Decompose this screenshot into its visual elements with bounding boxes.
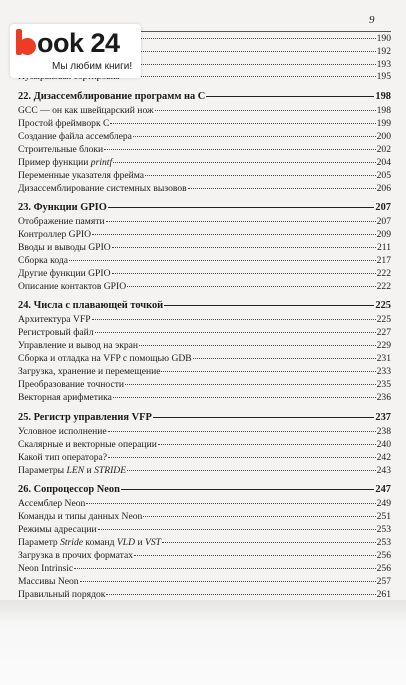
toc-title: 24. Числа с плавающей точкой	[18, 300, 164, 311]
toc-title: Векторная арифметика	[18, 392, 112, 403]
toc-page-number: 207	[376, 216, 391, 227]
toc-page-number: 251	[376, 511, 391, 522]
toc-entry	[18, 563, 391, 575]
toc-page-number: 204	[376, 157, 391, 168]
toc-leader	[145, 174, 376, 176]
toc-page-number: 209	[376, 229, 391, 240]
toc-leader	[108, 206, 375, 208]
toc-page-number: 237	[375, 412, 391, 423]
toc-leader	[121, 488, 375, 490]
toc-leader	[92, 233, 376, 235]
toc-chapter	[18, 484, 391, 496]
toc-page-number: 236	[376, 392, 391, 403]
toc-leader	[127, 285, 375, 287]
toc-leader	[110, 122, 375, 124]
page-shadow-area	[0, 600, 406, 685]
toc-page-number: 242	[376, 452, 391, 463]
toc-leader	[106, 220, 376, 222]
toc-title: 23. Функции GPIO	[18, 202, 107, 213]
toc-title: Архитектура VFP	[18, 314, 91, 325]
toc-page-number: 222	[376, 281, 391, 292]
toc-leader	[139, 344, 376, 346]
toc-page-number: 217	[376, 255, 391, 266]
toc-page-number: 193	[376, 59, 391, 70]
toc-page-number: 205	[376, 170, 391, 181]
toc-entry	[18, 229, 391, 241]
book24-logo[interactable]	[10, 24, 141, 78]
toc-leader	[158, 443, 376, 445]
toc-entry	[18, 281, 391, 293]
toc-title: Управление и вывод на экран	[18, 340, 139, 351]
toc-leader	[92, 318, 376, 320]
toc-title: Neon Intrinsic	[18, 563, 74, 574]
toc-leader	[108, 430, 376, 432]
toc-leader	[86, 502, 375, 504]
toc-page-number: 253	[376, 537, 391, 548]
toc-title: Преобразование точности	[18, 379, 125, 390]
toc-title: Загрузка, хранение и перемещение	[18, 366, 161, 377]
toc-page-number: 206	[376, 183, 391, 194]
toc-leader	[112, 246, 376, 248]
toc-entry	[18, 465, 391, 477]
toc-entry	[18, 255, 391, 267]
toc-page-number: 198	[375, 91, 391, 102]
toc-leader	[134, 554, 376, 556]
toc-title: Массивы Neon	[18, 576, 79, 587]
toc-title: Условное исполнение	[18, 426, 107, 437]
toc-title: Команды и типы данных Neon	[18, 511, 143, 522]
toc-title: Простой фреймворк С	[18, 118, 110, 129]
toc-entry	[18, 242, 391, 254]
logo-b-icon	[16, 29, 36, 55]
toc-title: Отображение памяти	[18, 216, 105, 227]
toc-title: 25. Регистр управления VFP	[18, 412, 152, 423]
toc-chapter	[18, 412, 391, 424]
toc-leader	[113, 161, 375, 163]
toc-leader	[69, 259, 376, 261]
toc-entry	[18, 216, 391, 228]
logo-tagline: Мы любим книги!	[52, 61, 133, 72]
toc-leader	[104, 148, 375, 150]
toc-page-number: 190	[376, 33, 391, 44]
toc-leader	[133, 135, 376, 137]
toc-page-number: 192	[376, 46, 391, 57]
toc-title: Загрузка в прочих форматах	[18, 550, 134, 561]
toc-entry	[18, 327, 391, 339]
toc-entry	[18, 131, 391, 143]
toc-page-number: 195	[376, 71, 391, 82]
toc-leader	[193, 357, 376, 359]
toc-entry	[18, 511, 391, 523]
toc-chapter	[18, 91, 391, 103]
toc-title: Другие функции GPIO	[18, 268, 111, 279]
toc-leader	[121, 75, 376, 77]
toc-leader	[74, 567, 375, 569]
toc-page-number: 225	[376, 314, 391, 325]
toc-entry	[18, 118, 391, 130]
toc-leader	[164, 304, 374, 306]
toc-entry	[18, 170, 391, 182]
toc-page-number: 253	[376, 524, 391, 535]
page-number: 9	[369, 14, 375, 26]
toc-title: Вводы и выводы GPIO	[18, 242, 111, 253]
toc-entry	[18, 524, 391, 536]
toc-title: Режимы адресации	[18, 524, 97, 535]
toc-page-number: 199	[376, 118, 391, 129]
toc-entry	[18, 550, 391, 562]
toc-entry	[18, 452, 391, 464]
toc-title: Ассемблер Neon	[18, 498, 86, 509]
toc-leader	[112, 272, 376, 274]
toc-entry	[18, 353, 391, 365]
toc-entry	[18, 157, 391, 169]
toc-title: Какой тип оператора?	[18, 452, 108, 463]
toc-entry	[18, 379, 391, 391]
toc-leader	[155, 109, 376, 111]
toc-page-number: 231	[376, 353, 391, 364]
toc-leader	[80, 580, 376, 582]
toc-title: GCC — он как швейцарский нож	[18, 105, 154, 116]
toc-page-number: 222	[376, 268, 391, 279]
toc-leader	[161, 370, 375, 372]
toc-leader	[143, 515, 375, 517]
toc-entry	[18, 366, 391, 378]
toc-leader	[162, 541, 376, 543]
toc-title: 22. Дизассемблирование программ на С	[18, 91, 206, 102]
toc-entry	[18, 498, 391, 510]
toc-leader	[106, 593, 375, 595]
toc-entry	[18, 144, 391, 156]
toc-leader	[127, 469, 376, 471]
toc-title: Параметры LEN и STRIDE	[18, 465, 127, 476]
toc-entry	[18, 392, 391, 404]
toc-title: Описание контактов GPIO	[18, 281, 127, 292]
toc-page-number: 257	[376, 576, 391, 587]
toc-entry	[18, 340, 391, 352]
toc-page-number: 225	[375, 300, 391, 311]
toc-page-number: 202	[376, 144, 391, 155]
toc-title: Скалярные и векторные операции	[18, 439, 157, 450]
toc-leader	[206, 95, 374, 97]
toc-title: Правильный порядок	[18, 589, 106, 600]
toc-page-number: 261	[376, 589, 391, 600]
toc-entry	[18, 537, 391, 549]
toc-page-number: 233	[376, 366, 391, 377]
toc-leader	[98, 528, 376, 530]
toc-title: Контроллер GPIO	[18, 229, 92, 240]
toc-page-number: 211	[376, 242, 391, 253]
toc-page-number: 198	[376, 105, 391, 116]
toc-leader	[153, 416, 375, 418]
toc-page-number: 256	[376, 550, 391, 561]
toc-page-number: 243	[376, 465, 391, 476]
toc-entry	[18, 183, 391, 195]
toc-page-number: 235	[376, 379, 391, 390]
toc-title: Параметр Stride команд VLD и VST	[18, 537, 161, 548]
toc-title: Пример функции printf	[18, 157, 113, 168]
toc-chapter	[18, 300, 391, 312]
logo-wordmark	[16, 28, 120, 59]
toc-title: Дизассемблирование системных вызовов	[18, 183, 187, 194]
toc-leader	[188, 187, 376, 189]
toc-entry	[18, 576, 391, 588]
toc-page-number: 207	[375, 202, 391, 213]
toc-page-number: 249	[376, 498, 391, 509]
toc-title: Регистровый файл	[18, 327, 94, 338]
toc-page-number: 200	[376, 131, 391, 142]
toc-entry	[18, 426, 391, 438]
toc-leader	[95, 331, 376, 333]
toc-entry	[18, 439, 391, 451]
toc-leader	[125, 383, 376, 385]
toc-entry	[18, 105, 391, 117]
logo-brand-text: ook 24	[37, 28, 120, 58]
toc-chapter	[18, 202, 391, 214]
toc-title: Сборка кода	[18, 255, 68, 266]
toc-leader	[113, 396, 376, 398]
toc-title: Сборка и отладка на VFP с помощью GDB	[18, 353, 192, 364]
toc-entry	[18, 268, 391, 280]
toc-page-number: 247	[375, 484, 391, 495]
toc-page-number: 256	[376, 563, 391, 574]
toc-page-number: 238	[376, 426, 391, 437]
toc-entry	[18, 314, 391, 326]
toc-title: Строительные блоки	[18, 144, 104, 155]
toc-title: 26. Сопроцессор Neon	[18, 484, 120, 495]
toc-page-number: 227	[376, 327, 391, 338]
toc-page-number: 240	[376, 439, 391, 450]
toc-title: Переменные указателя фрейма	[18, 170, 145, 181]
toc-leader	[108, 456, 376, 458]
toc-page-number: 229	[376, 340, 391, 351]
toc-title: Создание файла ассемблера	[18, 131, 132, 142]
